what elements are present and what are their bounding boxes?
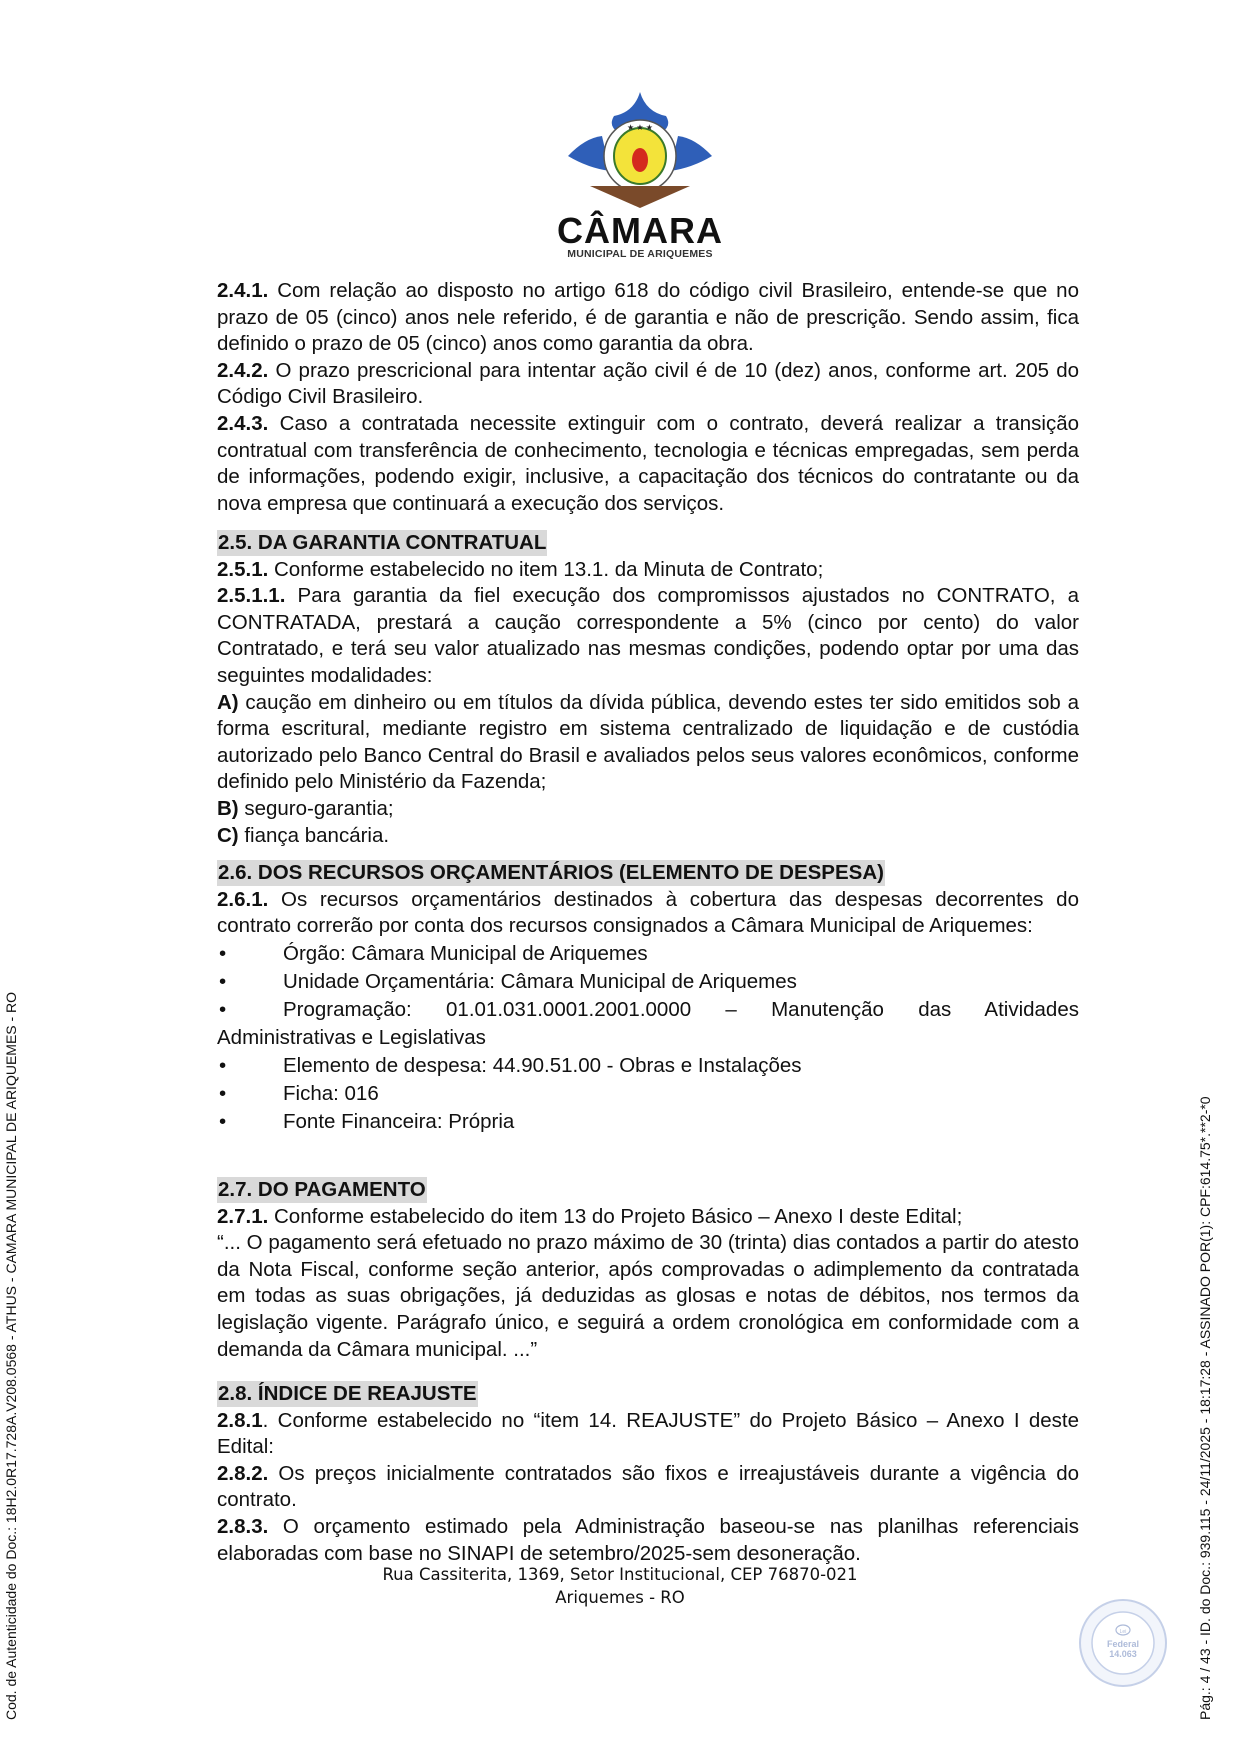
bullet-icon: • xyxy=(219,1081,227,1105)
section-2-6 xyxy=(217,860,1079,1136)
budget-item: • Unidade Orçamentária: Câmara Municipal de Ariquemes xyxy=(217,968,1079,996)
svg-text:★ ★ ★: ★ ★ ★ xyxy=(627,123,653,132)
clause-2-6-1: 2.6.1. Os recursos orçamentários destinados à cobertura das despesas decorrentes do contrato correrão por conta dos recursos consignados a Câmara Municipal de Ariquemes: xyxy=(217,887,1079,938)
clause-2-8-3: 2.8.3. O orçamento estimado pela Administração baseou-se nas planilhas referenciais elaboradas com base no SINAPI de setembro/2025-sem desoneração. xyxy=(217,1514,1079,1565)
payment-quote: “... O pagamento será efetuado no prazo máximo de 30 (trinta) dias contados a partir do atesto da Nota Fiscal, conforme seção anterior, após comprovadas o adimplemento da contratada em todas as suas obrigações, já deduzidas as glosas e notas de débitos, nos termos da legislação vigente. Parágrafo único, e seguirá a ordem cronológica em conformidade com a demanda da Câmara municipal. ...” xyxy=(217,1231,1079,1361)
bullet-icon: • xyxy=(219,1053,227,1077)
budget-item: • Órgão: Câmara Municipal de Ariquemes xyxy=(217,940,1079,968)
section-2-4 xyxy=(217,278,1079,517)
clause-2-8-2: 2.8.2. Os preços inicialmente contratados são fixos e irreajustáveis durante a vigência do contrato. xyxy=(217,1461,1079,1512)
section-2-7 xyxy=(217,1177,1079,1363)
bullet-icon: • xyxy=(219,997,227,1021)
budget-item: • Ficha: 016 xyxy=(217,1080,1079,1108)
heading-2-6: 2.6. DOS RECURSOS ORÇAMENTÁRIOS (ELEMENTO DE DESPESA) xyxy=(218,861,884,884)
svg-text:Lei: Lei xyxy=(1119,1629,1127,1635)
clause-2-4-1: 2.4.1. Com relação ao disposto no artigo 618 do código civil Brasileiro, entende-se que no prazo de 05 (cinco) anos nele referido, é de garantia e não de prescrição. Sendo assim, fica definido o prazo de 05 (cinco) anos como garantia da obra. xyxy=(217,279,1079,356)
budget-item: • Elemento de despesa: 44.90.51.00 - Obras e Instalações xyxy=(217,1052,1079,1080)
clause-2-5-1: 2.5.1. Conforme estabelecido no item 13.1. da Minuta de Contrato; xyxy=(217,557,824,581)
logo-title: CÂMARA xyxy=(557,210,723,251)
clause-2-5-1-1: 2.5.1.1. Para garantia da fiel execução dos compromissos ajustados no CONTRATO, a CONTRATADA, prestará a caução correspondente a 5% (cinco por cento) do valor Contratado, e terá seu valor atualizado nas mesmas condições, podendo optar por uma das seguintes modalidades: xyxy=(217,584,1079,687)
camara-logo xyxy=(540,86,740,266)
heading-2-8: 2.8. ÍNDICE DE REAJUSTE xyxy=(218,1382,477,1405)
coat-of-arms-icon xyxy=(540,86,740,210)
footer-line-2: Ariquemes - RO xyxy=(555,1588,685,1607)
clause-2-4-3: 2.4.3. Caso a contratada necessite extinguir com o contrato, deverá realizar a transição contratual com transferência de conhecimento, tecnologia e técnicas empregadas, sem perda de informações, podendo exigir, inclusive, a capacitação dos técnicos do contratante ou da nova empresa que continuará a execução dos serviços. xyxy=(217,411,1079,515)
section-2-5 xyxy=(217,530,1079,849)
svg-text:14.063: 14.063 xyxy=(1109,1649,1137,1659)
signature-info: Pág.: 4 / 43 - ID. do Doc.: 939.115 - 24/11/2025 - 18:17:28 - ASSINADO POR(1): CPF:614.75*.**2-*0 xyxy=(1197,1096,1213,1720)
footer-address xyxy=(0,1563,1240,1609)
logo-subtitle: MUNICIPAL DE ARIQUEMES xyxy=(567,248,713,260)
clause-2-7-1: 2.7.1. Conforme estabelecido do item 13 do Projeto Básico – Anexo I deste Edital; xyxy=(217,1204,963,1228)
footer-line-1: Rua Cassiterita, 1369, Setor Institucional, CEP 76870-021 xyxy=(382,1565,858,1584)
clause-2-8-1: 2.8.1. Conforme estabelecido no “item 14. REAJUSTE” do Projeto Básico – Anexo I deste Edital: xyxy=(217,1408,1079,1459)
heading-2-5: 2.5. DA GARANTIA CONTRATUAL xyxy=(218,531,547,554)
bullet-icon: • xyxy=(219,941,227,965)
bullet-icon: • xyxy=(219,1109,227,1133)
clause-2-4-2: 2.4.2. O prazo prescricional para intentar ação civil é de 10 (dez) anos, conforme art. 205 do Código Civil Brasileiro. xyxy=(217,358,1079,409)
svg-text:Federal: Federal xyxy=(1106,1639,1140,1649)
seal-icon xyxy=(1078,1598,1168,1688)
authenticity-code: Cod. de Autenticidade do Doc.: 18H2.0R17.728A.V208.0568 - ATHUS - CAMARA MUNICIPAL DE ARIQUEMES - RO xyxy=(3,991,19,1720)
option-a: A) caução em dinheiro ou em títulos da dívida pública, devendo estes ter sido emitidos sob a forma escritural, mediante registro em sistema centralizado de liquidação e de custódia autorizado pelo Banco Central do Brasil e avaliados pelos seus valores econômicos, conforme definido pelo Ministério da Fazenda; xyxy=(217,690,1079,794)
option-b: B) seguro-garantia; xyxy=(217,796,394,820)
digital-signature-seal xyxy=(1078,1598,1168,1688)
budget-item: • Programação: 01.01.031.0001.2001.0000 – Manutenção das Atividades Administrativas e Legislativas xyxy=(217,997,1079,1049)
heading-2-7: 2.7. DO PAGAMENTO xyxy=(218,1178,426,1201)
option-c: C) fiança bancária. xyxy=(217,823,390,847)
section-2-8 xyxy=(217,1381,1079,1567)
budget-item: • Fonte Financeira: Própria xyxy=(217,1108,1079,1136)
bullet-icon: • xyxy=(219,969,227,993)
